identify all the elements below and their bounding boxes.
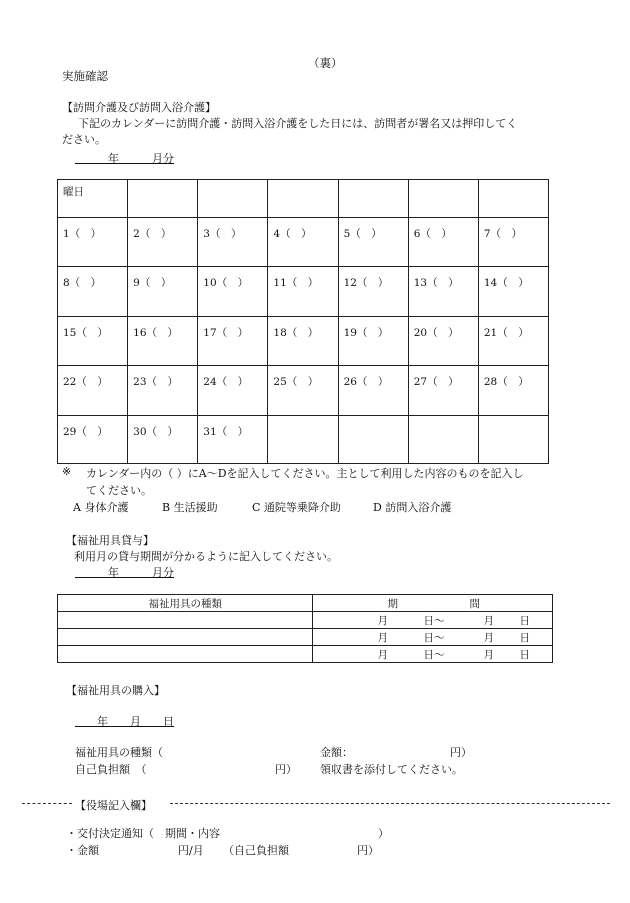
calendar-day-cell[interactable] xyxy=(478,218,548,267)
period-day-start: 日〜 xyxy=(423,632,445,644)
calendar-day-label: 25（ ） xyxy=(273,376,319,388)
period-day-start: 日〜 xyxy=(423,615,445,627)
calendar-weekday-cell[interactable] xyxy=(338,180,408,218)
office-amount-label: ・金額 xyxy=(66,844,99,857)
calendar-weekday-cell[interactable] xyxy=(198,180,268,218)
calendar-day-label: 7（ ） xyxy=(483,228,523,240)
visit-instruction-line2: ださい。 xyxy=(62,133,106,146)
purchase-amount-unit: 円） xyxy=(450,746,472,759)
calendar-day-label: 17（ ） xyxy=(203,327,249,339)
calendar-day-label: 18（ ） xyxy=(273,327,319,339)
calendar-day-cell[interactable] xyxy=(408,317,478,366)
purchase-type-label: 福祉用具の種類（ xyxy=(75,746,163,759)
calendar-day-cell[interactable] xyxy=(268,218,338,267)
calendar-day-cell[interactable] xyxy=(268,366,338,416)
calendar-weekday-cell[interactable] xyxy=(128,180,198,218)
calendar-day-cell[interactable] xyxy=(128,218,198,267)
calendar-day-cell[interactable] xyxy=(128,366,198,416)
purchase-receipt-note: 領収書を添付してください。 xyxy=(320,763,463,776)
rental-type-cell[interactable] xyxy=(58,646,313,663)
calendar-day-cell[interactable] xyxy=(338,218,408,267)
calendar-day-cell[interactable] xyxy=(478,267,548,317)
calendar-day-label: 5（ ） xyxy=(343,228,382,240)
calendar-day-label: 9（ ） xyxy=(133,277,172,289)
note-mark: ※ xyxy=(62,465,72,478)
calendar-day-label: 26（ ） xyxy=(343,376,389,388)
calendar-day-label: 23（ ） xyxy=(133,376,179,388)
period-month-end: 月 xyxy=(483,649,494,661)
calendar-day-label: 30（ ） xyxy=(133,426,179,438)
purchase-section-title: 【福祉用具の購入】 xyxy=(66,684,165,697)
calendar-header-row xyxy=(58,180,549,218)
calendar-day-label xyxy=(339,416,408,424)
calendar-week-row xyxy=(58,416,549,464)
purchase-date[interactable]: 年 月 日 xyxy=(75,715,174,728)
calendar-day-label: 20（ ） xyxy=(413,327,459,339)
calendar-day-label: 29（ ） xyxy=(63,426,108,438)
calendar-day-cell[interactable] xyxy=(58,366,128,416)
period-month-start: 月 xyxy=(377,649,388,661)
calendar-day-label: 13（ ） xyxy=(413,277,459,289)
calendar-day-label: 21（ ） xyxy=(483,327,529,339)
calendar-day-label: 10（ ） xyxy=(203,277,249,289)
calendar-day-label: 16（ ） xyxy=(133,327,179,339)
calendar-day-cell[interactable] xyxy=(408,218,478,267)
period-month-start: 月 xyxy=(377,615,388,627)
calendar-day-cell[interactable] xyxy=(198,267,268,317)
rental-row xyxy=(58,629,553,646)
calendar-day-label: 11（ ） xyxy=(273,277,319,289)
rental-col-period xyxy=(313,595,553,612)
period-day-end: 日 xyxy=(519,615,530,627)
rental-period-cell[interactable] xyxy=(313,646,553,663)
rental-section-title: 【福祉用具貸与】 xyxy=(66,534,154,547)
calendar-day-label: 1（ ） xyxy=(63,228,102,240)
note-line2: てください。 xyxy=(86,484,152,497)
period-month-end: 月 xyxy=(483,632,494,644)
calendar-day-cell[interactable] xyxy=(268,317,338,366)
rental-year-month: 年 月分 xyxy=(75,566,174,579)
page-side-label: （裏） xyxy=(308,56,343,70)
period-day-end: 日 xyxy=(519,649,530,661)
rental-instruction: 利用月の貸与期間が分かるように記入してください。 xyxy=(74,550,338,563)
calendar-day-label: 28（ ） xyxy=(483,376,529,388)
calendar-day-cell[interactable] xyxy=(478,416,548,464)
calendar-day-label: 4（ ） xyxy=(273,228,312,240)
calendar-day-label xyxy=(409,416,478,424)
rental-type-cell[interactable] xyxy=(58,612,313,629)
calendar-day-label: 12（ ） xyxy=(343,277,389,289)
period-day-end: 日 xyxy=(519,632,530,644)
calendar-day-cell[interactable] xyxy=(198,317,268,366)
calendar-weekday-label: 曜日 xyxy=(63,186,84,198)
calendar-day-cell[interactable] xyxy=(128,416,198,464)
visit-year-month: 年 月分 xyxy=(75,152,174,165)
calendar-day-label: 3（ ） xyxy=(203,228,242,240)
calendar-day-cell[interactable] xyxy=(128,317,198,366)
calendar-weekday-label-cell xyxy=(58,180,128,218)
calendar-week-row xyxy=(58,317,549,366)
option-a: A 身体介護 xyxy=(73,501,129,514)
office-divider-left xyxy=(22,803,72,804)
rental-row xyxy=(58,646,553,663)
calendar-week-row xyxy=(58,267,549,317)
visit-calendar xyxy=(57,179,549,464)
rental-table xyxy=(57,594,553,663)
calendar-day-label: 31（ ） xyxy=(203,426,249,438)
rental-period-cell[interactable] xyxy=(313,612,553,629)
calendar-day-cell[interactable] xyxy=(478,317,548,366)
calendar-day-label: 8（ ） xyxy=(63,277,102,289)
note-line1: カレンダー内の（ ）にA〜Dを記入してください。主として利用した内容のものを記入し xyxy=(86,467,524,480)
calendar-day-cell[interactable] xyxy=(198,366,268,416)
period-month-end: 月 xyxy=(483,615,494,627)
period-day-start: 日〜 xyxy=(423,649,445,661)
calendar-weekday-cell[interactable] xyxy=(408,180,478,218)
calendar-day-label xyxy=(268,416,337,424)
option-c: C 通院等乗降介助 xyxy=(252,501,341,514)
calendar-day-cell[interactable] xyxy=(338,416,408,464)
calendar-day-label: 6（ ） xyxy=(413,228,452,240)
calendar-day-label xyxy=(479,416,548,424)
rental-type-cell[interactable] xyxy=(58,629,313,646)
calendar-day-cell[interactable] xyxy=(58,218,128,267)
visit-section-title: 【訪問介護及び訪問入浴介護】 xyxy=(62,101,216,114)
office-decision-close: ） xyxy=(378,827,389,840)
calendar-day-cell[interactable] xyxy=(198,416,268,464)
page-heading: 実施確認 xyxy=(62,69,108,83)
office-divider-right xyxy=(170,803,610,804)
calendar-day-cell[interactable] xyxy=(338,317,408,366)
calendar-day-label: 15（ ） xyxy=(63,327,108,339)
rental-table-header xyxy=(58,595,553,612)
rental-col-period-a: 期 xyxy=(387,598,398,610)
visit-instruction-line1: 下記のカレンダーに訪問介護・訪問入浴介護をした日には、訪問者が署名又は押印してく xyxy=(78,117,518,130)
calendar-day-label: 27（ ） xyxy=(413,376,459,388)
period-month-start: 月 xyxy=(377,632,388,644)
option-d: D 訪問入浴介護 xyxy=(373,501,452,514)
calendar-day-cell[interactable] xyxy=(408,366,478,416)
calendar-day-label: 24（ ） xyxy=(203,376,249,388)
calendar-day-cell[interactable] xyxy=(58,267,128,317)
calendar-weekday-cell[interactable] xyxy=(478,180,548,218)
rental-col-period-b: 間 xyxy=(469,598,480,610)
calendar-day-cell[interactable] xyxy=(58,317,128,366)
calendar-day-cell[interactable] xyxy=(128,267,198,317)
calendar-day-cell[interactable] xyxy=(338,267,408,317)
rental-col-type: 福祉用具の種類 xyxy=(58,595,313,612)
office-self-label: （自己負担額 xyxy=(223,844,289,857)
calendar-week-row xyxy=(58,218,549,267)
purchase-self-unit: 円） xyxy=(275,763,297,776)
rental-period-cell[interactable] xyxy=(313,629,553,646)
calendar-day-cell[interactable] xyxy=(478,366,548,416)
calendar-day-label: 14（ ） xyxy=(483,277,529,289)
purchase-amount-label: 金額： xyxy=(320,746,353,759)
office-section-label: 【役場記入欄】 xyxy=(75,799,152,812)
calendar-day-label: 2（ ） xyxy=(133,228,172,240)
rental-row xyxy=(58,612,553,629)
office-amount-unit: 円/月 xyxy=(178,844,204,857)
calendar-day-cell[interactable] xyxy=(268,416,338,464)
calendar-day-label: 19（ ） xyxy=(343,327,389,339)
calendar-day-cell[interactable] xyxy=(408,416,478,464)
office-self-unit: 円） xyxy=(357,844,379,857)
calendar-week-row xyxy=(58,366,549,416)
calendar-weekday-cell[interactable] xyxy=(268,180,338,218)
calendar-day-cell[interactable] xyxy=(268,267,338,317)
purchase-self-label: 自己負担額 （ xyxy=(75,763,147,776)
office-decision-label: ・交付決定通知（ 期間・内容 xyxy=(66,827,220,840)
calendar-day-cell[interactable] xyxy=(338,366,408,416)
calendar-day-cell[interactable] xyxy=(408,267,478,317)
calendar-day-label: 22（ ） xyxy=(63,376,108,388)
calendar-day-cell[interactable] xyxy=(58,416,128,464)
calendar-day-cell[interactable] xyxy=(198,218,268,267)
option-b: B 生活援助 xyxy=(162,501,218,514)
